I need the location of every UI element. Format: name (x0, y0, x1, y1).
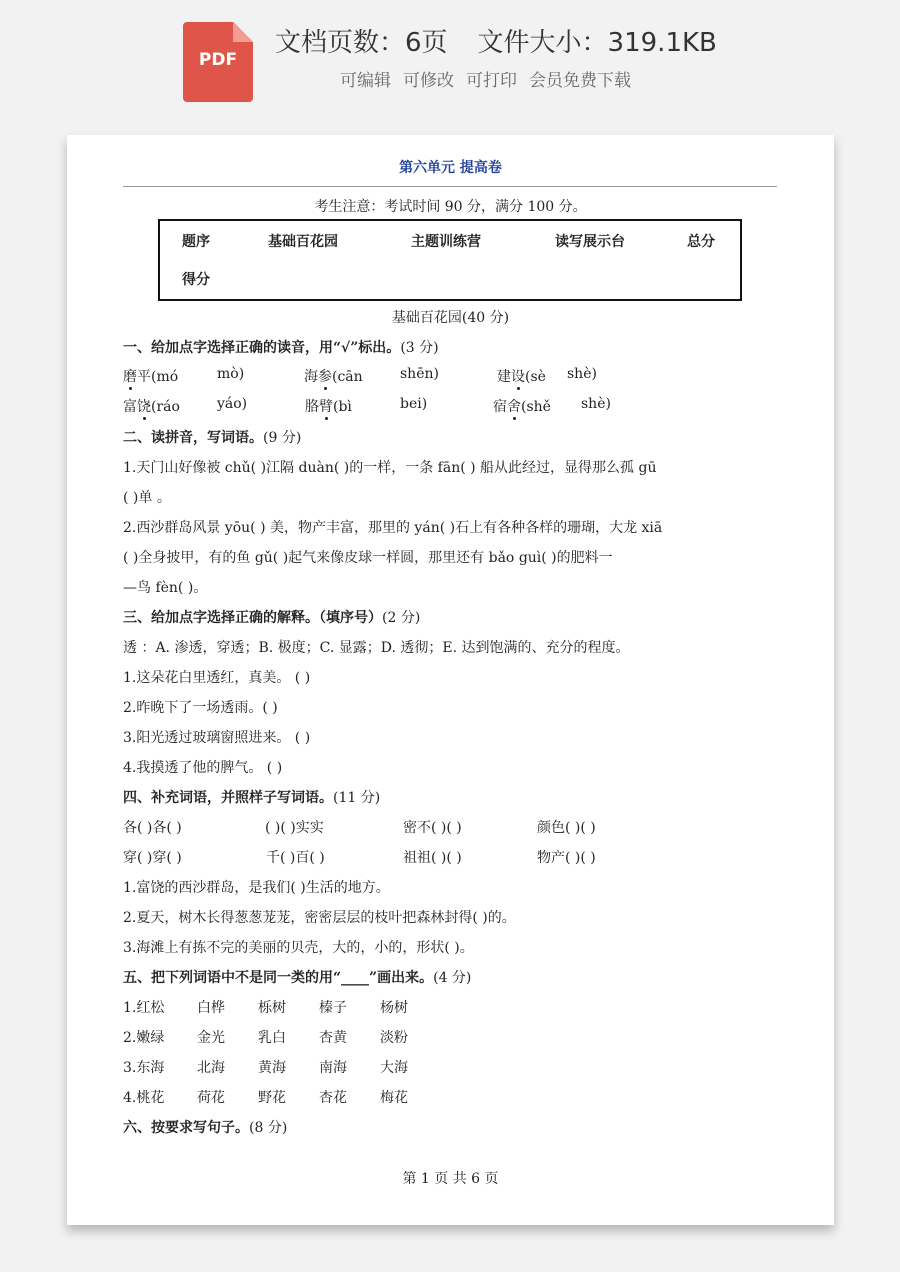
feature-member-download: 会员免费下载 (529, 71, 631, 91)
document-stats (275, 22, 717, 59)
q1-item: 富饶(ráo (123, 396, 180, 416)
question-5-points: (4 分) (433, 970, 472, 986)
question-6-text: 六、按要求写句子。 (123, 1120, 249, 1136)
section-heading: 基础百花园(40 分) (391, 310, 510, 326)
file-size: 文件大小：319.1KB (477, 28, 717, 58)
question-3-title (123, 607, 420, 627)
q2-line: —鸟 fèn( )。 (123, 580, 208, 596)
score-header-basic: 基础百花园 (268, 234, 338, 250)
q5-word: 杏黄 (319, 1030, 347, 1046)
q5-word: 黄海 (258, 1060, 286, 1076)
q5-word: 北海 (197, 1060, 225, 1076)
q5-word: 野花 (258, 1090, 286, 1106)
question-3-text: 三、给加点字选择正确的解释。（填序号） (123, 610, 382, 626)
exam-page (67, 135, 834, 1225)
question-1-text: 一、给加点字选择正确的读音，用“√”标出。 (123, 340, 401, 356)
score-header-total: 总分 (687, 234, 715, 250)
score-table (158, 219, 742, 301)
q5-word: 淡粉 (380, 1030, 408, 1046)
q1-item: 胳臂(bì (305, 396, 352, 416)
exam-note: 考生注意：考试时间 90 分，满分 100 分。 (314, 199, 587, 215)
q4-word: 各( )各( ) (123, 820, 182, 836)
question-2-title (123, 427, 301, 447)
q5-word: 南海 (319, 1060, 347, 1076)
q3-definition: 透 ：A. 渗透，穿透；B. 极度；C. 显露；D. 透彻；E. 达到饱满的、充分的程度。 (123, 640, 630, 656)
q2-line: 2.西沙群岛风景 yōu( ) 美，物产丰富，那里的 yán( )石上有各种各样的珊瑚，大龙 xiā (123, 520, 663, 536)
q1-item: 建设(sè (497, 366, 546, 386)
question-5-text: 五、把下列词语中不是同一类的用“____”画出来。 (123, 970, 434, 986)
q4-word: 颜色( )( ) (537, 820, 596, 836)
question-3-points: (2 分) (382, 610, 421, 626)
q1-item: 海参(cān (304, 366, 363, 386)
score-header-theme: 主题训练营 (411, 234, 481, 250)
q3-line: 3.阳光透过玻璃窗照进来。 ( ) (123, 730, 311, 746)
q1-alt: bei) (400, 396, 428, 412)
q4-line: 2.夏天，树木长得葱葱茏茏，密密层层的枝叶把森林封得( )的。 (123, 910, 516, 926)
pdf-file-icon-fold (233, 22, 253, 42)
q5-word: 榛子 (319, 1000, 347, 1016)
q5-word: 金光 (197, 1030, 225, 1046)
q5-word: 荷花 (197, 1090, 225, 1106)
q1-alt: shè) (567, 366, 597, 382)
question-4-text: 四、补充词语，并照样子写词语。 (123, 790, 333, 806)
q5-word: 3.东海 (123, 1060, 165, 1076)
q3-line: 1.这朵花白里透红，真美。 ( ) (123, 670, 311, 686)
q4-word: 穿( )穿( ) (123, 850, 182, 866)
q5-word: 白桦 (197, 1000, 225, 1016)
exam-title: 第六单元 提高卷 (399, 160, 502, 176)
q2-line: ( )单 。 (123, 490, 171, 506)
q1-alt: shè) (581, 396, 611, 412)
q1-alt: mò) (217, 366, 245, 382)
question-1-title (123, 337, 439, 357)
q4-word: 物产( )( ) (537, 850, 596, 866)
q5-word: 杏花 (319, 1090, 347, 1106)
q3-line: 2.昨晚下了一场透雨。( ) (123, 700, 278, 716)
q1-alt: yáo) (217, 396, 248, 412)
title-divider (123, 186, 777, 187)
q1-alt: shēn) (400, 366, 439, 382)
question-4-title (123, 787, 380, 807)
feature-list (340, 66, 631, 91)
q5-word: 4.桃花 (123, 1090, 165, 1106)
q5-word: 1.红松 (123, 1000, 165, 1016)
score-row-label: 得分 (182, 272, 210, 288)
q4-word: 密不( )( ) (403, 820, 462, 836)
question-2-text: 二、读拼音，写词语。 (123, 430, 263, 446)
q2-line: 1.天门山好像被 chǔ( )江隔 duàn( )的一样，一条 fān( ) 船从此经过，显得那么孤 gū (123, 460, 657, 476)
feature-editable: 可编辑 (340, 71, 391, 91)
question-6-points: (8 分) (249, 1120, 288, 1136)
page-count: 文档页数：6页 (275, 28, 448, 58)
q4-word: 千( )百( ) (266, 850, 325, 866)
score-header-number: 题序 (182, 234, 210, 250)
question-5-title (123, 967, 471, 987)
q4-word: ( )( )实实 (265, 820, 324, 836)
question-1-points: (3 分) (400, 340, 439, 356)
q5-word: 大海 (380, 1060, 408, 1076)
q5-word: 乳白 (258, 1030, 286, 1046)
q3-line: 4.我摸透了他的脾气。 ( ) (123, 760, 283, 776)
feature-modifiable: 可修改 (403, 71, 454, 91)
pdf-icon-label: PDF (198, 50, 238, 70)
q5-word: 2.嫩绿 (123, 1030, 165, 1046)
question-4-points: (11 分) (333, 790, 381, 806)
page-footer: 第 1 页 共 6 页 (402, 1171, 499, 1187)
q1-item: 宿舍(shě (493, 396, 551, 416)
q5-word: 梅花 (380, 1090, 408, 1106)
q4-line: 3.海滩上有拣不完的美丽的贝壳，大的，小的，形状( )。 (123, 940, 474, 956)
question-6-title (123, 1117, 287, 1137)
q5-word: 栎树 (258, 1000, 286, 1016)
q4-line: 1.富饶的西沙群岛，是我们( )生活的地方。 (123, 880, 390, 896)
q2-line: ( )全身披甲，有的鱼 gǔ( )起气来像皮球一样圆，那里还有 bǎo guì( )的肥料一 (123, 550, 613, 566)
q4-word: 祖祖( )( ) (403, 850, 462, 866)
q5-word: 杨树 (380, 1000, 408, 1016)
score-header-reading-writing: 读写展示台 (555, 234, 625, 250)
feature-printable: 可打印 (466, 71, 517, 91)
question-2-points: (9 分) (263, 430, 302, 446)
document-info-header (0, 0, 900, 125)
q1-item: 磨平(mó (123, 366, 178, 386)
